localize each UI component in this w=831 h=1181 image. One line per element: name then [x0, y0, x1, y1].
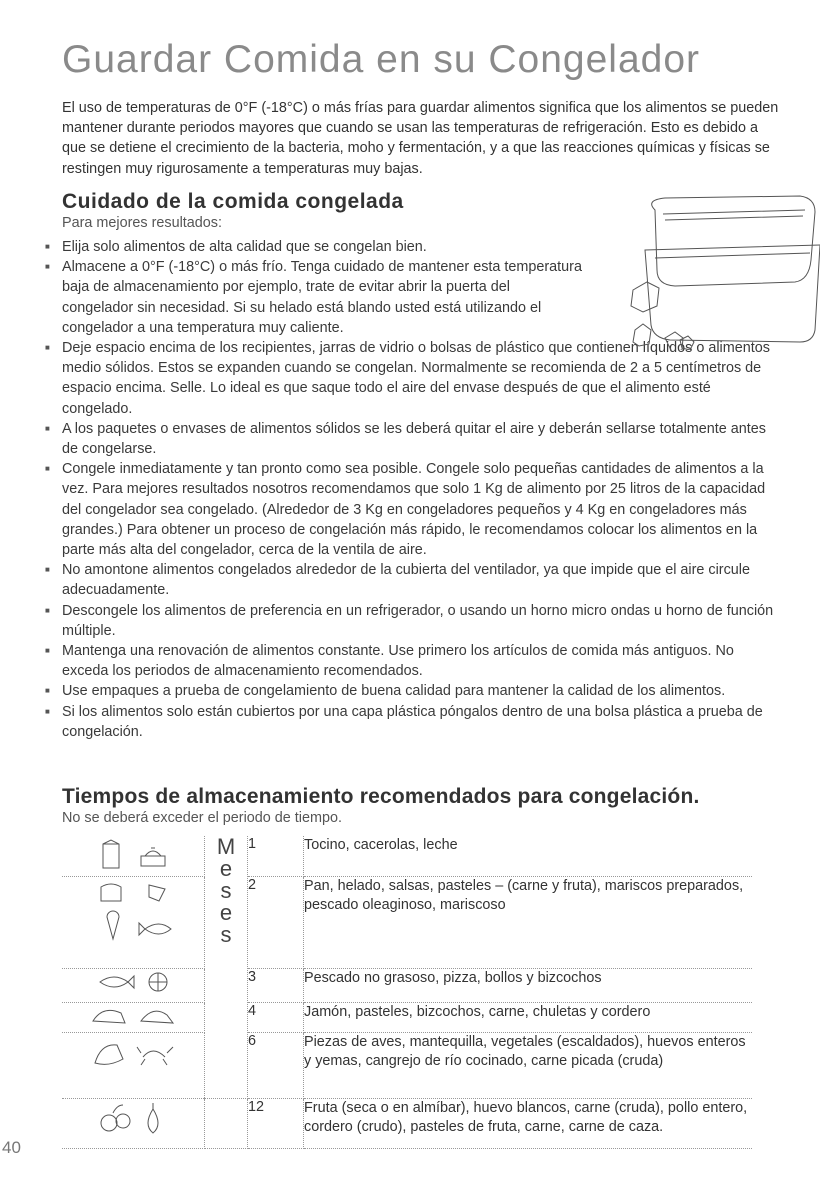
- care-item: ■ Mantenga una renovación de alimentos constante. Use primero los artículos de comida más antiguos. No exceda los periodos de almacenamiento recomendados.: [62, 641, 784, 681]
- care-item: ■ Congele inmediatamente y tan pronto como sea posible. Congele solo pequeñas cantidades de alimentos a la vez. Para mejores resultados nosotros recomendamos que solo 1 Kg de alimento por 25 litros de la capacidad del congelador sea congelado. (Alrededor de 3 Kg en congeladores pequeños y 4 Kg en congeladores más grandes.) Para obtener un proceso de congelación más rápido, le recomendamos colocar los alimentos en la parte más alta del congelador, cerca de la ventila de aire.: [62, 459, 784, 560]
- unit-letter: s: [220, 922, 232, 947]
- ice-cream-icon: [107, 911, 119, 939]
- unit-label: [217, 836, 235, 946]
- care-subheading: Para mejores resultados:: [62, 215, 222, 231]
- poultry-icon: [95, 1044, 123, 1064]
- care-item: ■ Use empaques a prueba de congelamiento de buena calidad para mantener la calidad de los alimentos.: [62, 681, 784, 701]
- care-item: ■ Descongele los alimentos de preferencia en un refrigerador, o usando un horno micro ondas u horno de función múltiple.: [62, 601, 784, 641]
- intro-paragraph: El uso de temperaturas de 0°F (-18°C) o más frías para guardar alimentos significa que los alimentos se pueden mantener durante periodos mayores que cuando se usan las temperaturas de refrigeración. Esto es debido a que se detiene el crecimiento de la bacteria, moho y fermentación, y a que las reacciones químicas y físicas se restingen muy rigurosamente a temperaturas muy bajas.: [62, 100, 779, 177]
- food-icons-cell: [62, 1002, 205, 1032]
- table-row: [62, 836, 752, 876]
- food-description: Fruta (seca o en almíbar), huevo blancos, carne (cruda), pollo entero, cordero (crudo), pasteles de fruta, carne, carne de caza.: [304, 1098, 753, 1148]
- unit-letter: e: [219, 900, 233, 925]
- page-title: Guardar Comida en su Congelador: [62, 38, 701, 81]
- food-icons-cell: [62, 1098, 205, 1148]
- months-cell: 6: [248, 1032, 304, 1098]
- unit-cell: [205, 1098, 248, 1148]
- storage-times-subheading: No se deberá exceder el periodo de tiempo.: [62, 810, 342, 826]
- table-row: [62, 1002, 752, 1032]
- fish-icon: [139, 923, 171, 935]
- months-cell: 4: [248, 1002, 304, 1032]
- unit-letter: s: [220, 878, 232, 903]
- meat-chop-icon: [141, 1011, 173, 1023]
- unit-letter: M: [216, 834, 236, 859]
- months-cell: 3: [248, 968, 304, 1002]
- ham-icon: [93, 1010, 125, 1023]
- fruit-icon: [101, 1105, 130, 1131]
- food-description: Jamón, pasteles, bizcochos, carne, chuletas y cordero: [304, 1002, 753, 1032]
- crab-icon: [137, 1047, 173, 1065]
- pear-icon: [148, 1103, 158, 1133]
- unit-letter: e: [219, 856, 233, 881]
- food-description: Pan, helado, salsas, pasteles – (carne y fruta), mariscos preparados, pescado oleaginoso, mariscoso: [304, 876, 753, 968]
- table-row: [62, 1032, 752, 1098]
- food-icons-cell: [62, 836, 205, 876]
- food-description: Pescado no grasoso, pizza, bollos y bizcochos: [304, 968, 753, 1002]
- freezer-container-illustration: [615, 190, 820, 350]
- pizza-icon: [149, 973, 167, 991]
- table-row: [62, 968, 752, 1002]
- care-item: ■ Elija solo alimentos de alta calidad que se congelan bien.: [62, 237, 582, 257]
- food-description: Piezas de aves, mantequilla, vegetales (escaldados), huevos enteros y yemas, cangrejo de río cocinado, carne picada (cruda): [304, 1032, 753, 1098]
- storage-times-heading: Tiempos de almacenamiento recomendados para congelación.: [62, 785, 700, 808]
- page-number: 40: [2, 1138, 21, 1157]
- food-icons-cell: [62, 1032, 205, 1098]
- bread-icon: [101, 884, 121, 901]
- casserole-icon: [141, 848, 165, 866]
- care-item: ■ Almacene a 0°F (-18°C) o más frío. Tenga cuidado de mantener esta temperatura baja de almacenamiento por ejemplo, trate de evitar abrir la puerta del congelador sin necesidad. Si su helado está blando usted está utilizando el congelador a una temperatura muy caliente.: [62, 257, 582, 338]
- storage-times-table: [62, 836, 752, 1149]
- care-item: ■ Si los alimentos solo están cubiertos por una capa plástica póngalos dentro de una bolsa plástica a prueba de congelación.: [62, 702, 784, 742]
- months-cell: 1: [248, 836, 304, 876]
- care-item: ■ Deje espacio encima de los recipientes, jarras de vidrio o bolsas de plástico que contienen líquidos o alimentos medio sólidos. Estos se expanden cuando se congelan. Normalmente se recomienda de 2 a 5 centímetros de espacio encima. Selle. Lo ideal es que saque todo el aire del envase después de que el alimento esté congelado.: [62, 338, 784, 419]
- months-cell: 12: [248, 1098, 304, 1148]
- milk-carton-icon: [103, 840, 119, 868]
- food-icons-cell: [62, 876, 205, 968]
- food-icons-cell: [62, 968, 205, 1002]
- table-row: [62, 876, 752, 968]
- care-heading: Cuidado de la comida congelada: [62, 190, 404, 213]
- months-cell: 2: [248, 876, 304, 968]
- unit-cell: [205, 836, 248, 1098]
- table-row: [62, 1098, 752, 1148]
- food-description: Tocino, cacerolas, leche: [304, 836, 753, 876]
- fish-icon: [100, 976, 134, 988]
- care-item: ■ No amontone alimentos congelados alrededor de la cubierta del ventilador, ya que impide que el aire circule adecuadamente.: [62, 560, 784, 600]
- care-item: ■ A los paquetes o envases de alimentos sólidos se les deberá quitar el aire y deberán sellarse totalmente antes de congelarse.: [62, 419, 784, 459]
- shrimp-icon: [149, 885, 165, 901]
